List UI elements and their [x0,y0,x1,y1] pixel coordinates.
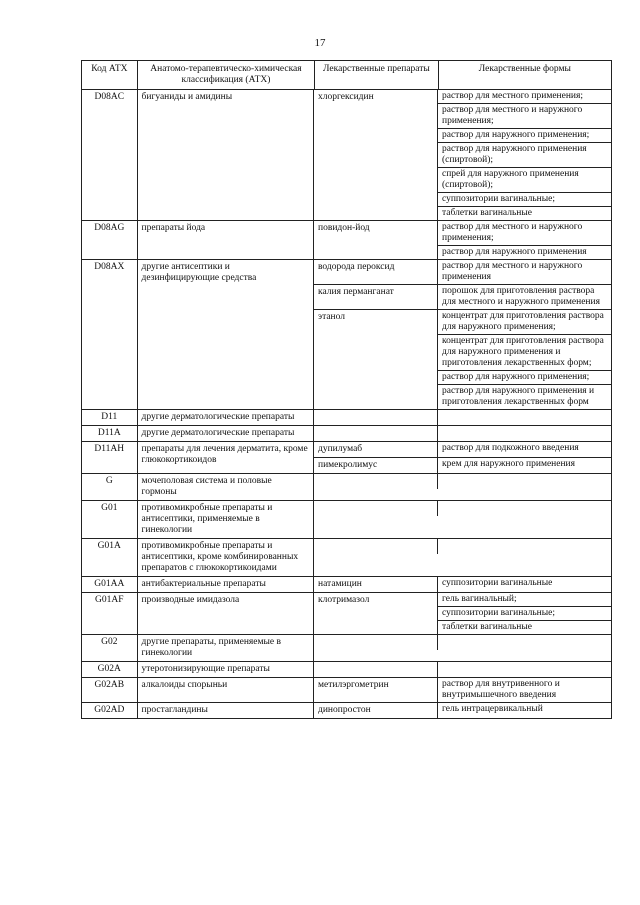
dosage-form: раствор для подкожного введения [442,443,579,453]
drug-name: метилэргометрин [314,678,438,702]
forms-list [438,539,611,554]
atc-code: G01A [82,539,138,576]
atc-table [81,60,612,719]
atc-code: G02AB [82,678,138,702]
drug-name: водорода пероксид [314,260,438,284]
drug-name: пимекролимус [314,458,438,473]
atc-classification: производные имидазола [138,593,314,634]
atc-classification: препараты для лечения дерматита, кроме глюкокортикоидов [138,442,314,473]
atc-classification: препараты йода [138,221,314,259]
atc-code: D11A [82,426,138,441]
header-code: Код АТХ [82,61,138,89]
drug-entry [314,703,611,718]
table-row [81,90,612,221]
drug-forms-group [314,662,611,677]
dosage-form: раствор для внутривенного и внутримышечного введения [442,679,560,700]
dosage-form: спрей для наружного применения (спиртовой); [438,167,611,192]
drug-name [314,501,438,516]
forms-list [438,260,611,284]
drug-forms-group [314,577,611,592]
forms-list [438,285,611,309]
drug-forms-group [314,703,611,718]
atc-classification: алкалоиды спорыньи [138,678,314,702]
dosage-form: раствор для местного и наружного применения; [438,103,611,128]
dosage-form: порошок для приготовления раствора для местного и наружного применения [442,286,600,307]
drug-forms-group [314,410,611,425]
atc-code: G01AF [82,593,138,634]
atc-code: G01AA [82,577,138,592]
drug-entry [314,474,611,489]
drug-forms-group [314,221,611,259]
drug-name: калия перманганат [314,285,438,309]
drug-name [314,635,438,650]
dosage-form: крем для наружного применения [442,459,576,469]
dosage-form: раствор для местного и наружного применения [442,261,583,282]
atc-classification: противомикробные препараты и антисептики, применяемые в гинекологии [138,501,314,538]
drug-name: клотримазол [314,593,438,634]
table-row [81,260,612,410]
drug-name: хлоргексидин [314,90,438,220]
forms-list [438,577,611,592]
header-drugs: Лекарственные препараты [315,61,439,89]
drug-entry [314,309,611,409]
drug-entry [314,90,611,220]
drug-forms-group [314,90,611,220]
forms-list [438,442,611,457]
drug-forms-group [314,593,611,634]
drug-name [314,474,438,489]
drug-entry [314,457,611,473]
forms-list [438,310,611,409]
dosage-form: раствор для наружного применения [438,245,611,259]
dosage-form: раствор для местного применения; [442,91,584,101]
header-forms: Лекарственные формы [478,64,571,74]
drug-forms-group [314,474,611,500]
table-row [81,678,612,703]
drug-entry [314,260,611,284]
dosage-form: суппозитории вагинальные [442,578,553,588]
drug-entry [314,593,611,634]
dosage-form: суппозитории вагинальные; [438,606,611,620]
drug-entry [314,662,611,677]
table-row [81,410,612,426]
table-row [81,474,612,501]
dosage-form: гель вагинальный; [442,594,517,604]
atc-classification: другие дерматологические препараты [138,410,314,425]
dosage-form: раствор для наружного применения (спиртовой); [438,142,611,167]
table-row [81,635,612,662]
drug-forms-group [314,635,611,661]
drug-forms-group [314,539,611,576]
table-row [81,662,612,678]
dosage-form: таблетки вагинальные [438,620,611,634]
drug-entry [314,635,611,650]
drug-entry [314,410,611,425]
forms-list [438,635,611,650]
drug-forms-group [314,678,611,702]
atc-classification: другие дерматологические препараты [138,426,314,441]
atc-classification: другие препараты, применяемые в гинекологии [138,635,314,661]
atc-code: D11AH [82,442,138,473]
table-row [81,593,612,635]
drug-entry [314,221,611,259]
drug-forms-group [314,426,611,441]
atc-classification: утеротонизирующие препараты [138,662,314,677]
atc-code: D08AX [82,260,138,409]
forms-list [438,501,611,516]
atc-classification: бигуаниды и амидины [138,90,314,220]
drug-name: этанол [314,310,438,409]
header-classification: Анатомо-терапевтическо-химическая классификация (АТХ) [138,61,315,89]
dosage-form: суппозитории вагинальные; [438,192,611,206]
atc-code: G02AD [82,703,138,718]
forms-list [438,662,611,677]
atc-code: D11 [82,410,138,425]
forms-list [438,703,611,718]
drug-name [314,539,438,554]
drug-name: дупилумаб [314,442,438,457]
atc-classification: простагландины [138,703,314,718]
dosage-form: гель интрацервикальный [442,704,543,714]
drug-name [314,410,438,425]
forms-list [438,458,611,473]
forms-list [438,678,611,702]
table-row [81,539,612,577]
forms-list [438,426,611,441]
drug-forms-group [314,501,611,538]
drug-forms-group [314,442,611,473]
dosage-form: раствор для наружного применения; [438,370,611,384]
atc-classification: другие антисептики и дезинфицирующие средства [138,260,314,409]
drug-name [314,426,438,441]
atc-code: G01 [82,501,138,538]
table-row [81,426,612,442]
drug-entry [314,678,611,702]
atc-code: G02A [82,662,138,677]
atc-code: G [82,474,138,500]
forms-list [438,593,611,634]
forms-list [438,410,611,425]
table-row [81,221,612,260]
drug-entry [314,442,611,457]
drug-forms-group [314,260,611,409]
table-header-row [81,60,612,90]
table-row [81,577,612,593]
forms-list [438,474,611,489]
drug-name [314,662,438,677]
table-row [81,501,612,539]
forms-list [438,90,611,220]
atc-code: D08AC [82,90,138,220]
drug-name: повидон-йод [314,221,438,259]
atc-classification: противомикробные препараты и антисептики, кроме комбинированных препаратов с глюкокортикоидами [138,539,314,576]
dosage-form: раствор для наружного применения; [438,128,611,142]
drug-entry [314,284,611,309]
drug-name: динопростон [314,703,438,718]
atc-code: D08AG [82,221,138,259]
page-number: 17 [314,37,326,49]
drug-entry [314,426,611,441]
drug-entry [314,577,611,592]
dosage-form: концентрат для приготовления раствора для наружного применения; [442,311,604,332]
dosage-form: раствор для местного и наружного применения; [442,222,583,243]
drug-name: натамицин [314,577,438,592]
dosage-form: таблетки вагинальные [438,206,611,220]
table-body [81,90,612,719]
drug-entry [314,501,611,516]
table-row [81,442,612,474]
forms-list [438,221,611,259]
drug-entry [314,539,611,554]
atc-code: G02 [82,635,138,661]
dosage-form: концентрат для приготовления раствора для наружного применения и приготовления лекарственных форм; [438,334,611,370]
atc-classification: антибактериальные препараты [138,577,314,592]
table-row [81,703,612,719]
dosage-form: раствор для наружного применения и приготовления лекарственных форм [438,384,611,409]
atc-classification: мочеполовая система и половые гормоны [138,474,314,500]
